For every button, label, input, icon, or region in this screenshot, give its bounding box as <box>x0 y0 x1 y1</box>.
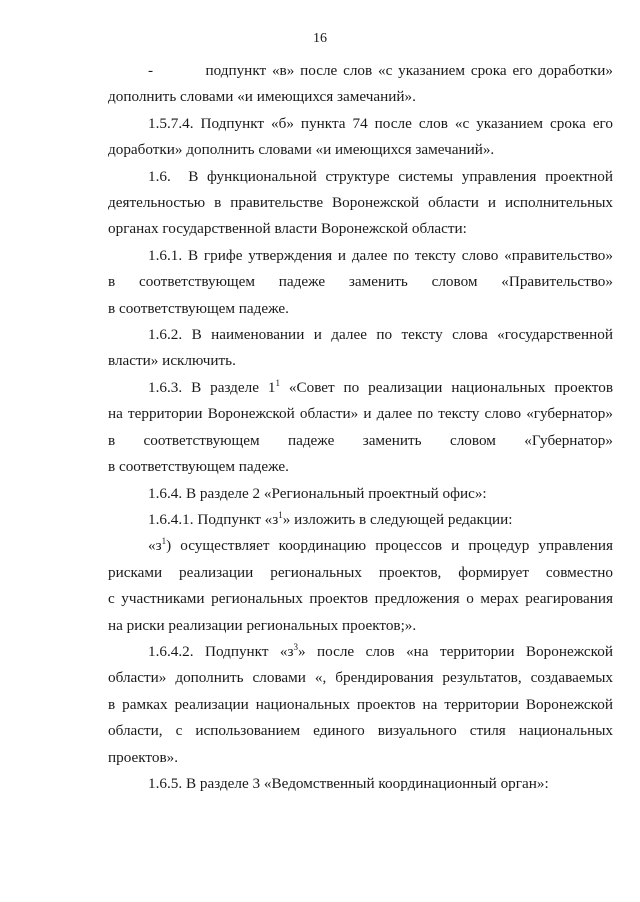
paragraph-p5 <box>108 322 613 375</box>
text-line <box>108 533 613 559</box>
text-segment: на риски реализации региональных проектов;». <box>108 616 417 634</box>
text-line: 1.6.2. В наименовании и далее по тексту слова «государственной <box>148 326 613 344</box>
text-segment: в соответствующем падеже заменить словом «Губернатор» <box>108 431 613 449</box>
text-segment: «з <box>148 537 162 555</box>
text-segment: » после слов «на территории Воронежской <box>298 642 613 660</box>
text-line <box>108 507 613 533</box>
text-line <box>108 718 613 744</box>
text-line: доработки» дополнить словами «и имеющихся замечаний». <box>108 141 495 159</box>
text-line <box>108 613 613 639</box>
paragraph-p6 <box>108 375 613 481</box>
text-line: 1.6.4. В разделе 2 «Региональный проектный офис»: <box>148 484 487 502</box>
paragraph-p7 <box>108 481 613 507</box>
text-segment: ) осуществляет координацию процессов и процедур управления <box>166 537 613 555</box>
paragraph-p3 <box>108 164 613 243</box>
text-line <box>108 665 613 691</box>
superscript: 1 <box>275 377 280 388</box>
text-segment: в соответствующем падеже. <box>108 458 289 476</box>
paragraph-p10 <box>108 639 613 771</box>
text-line: дополнить словами «и имеющихся замечаний». <box>108 88 416 106</box>
text-segment: «Совет по реализации национальных проектов <box>279 378 613 396</box>
superscript: 3 <box>293 641 298 652</box>
paragraph-p11 <box>108 771 613 797</box>
document-body <box>108 58 613 797</box>
text-line <box>108 428 613 454</box>
text-segment: на территории Воронежской области» и далее по тексту слово «губернатор» <box>108 405 613 423</box>
text-line: 1.6. В функциональной структуре системы управления проектной <box>148 167 613 185</box>
text-line: 1.6.1. В грифе утверждения и далее по тексту слово «правительство» <box>148 246 613 264</box>
text-segment: 1.6.4.1. Подпункт «з <box>148 510 279 528</box>
text-line <box>108 639 613 665</box>
superscript: 1 <box>161 536 167 547</box>
text-line: в соответствующем падеже. <box>108 299 289 317</box>
text-line <box>108 692 613 718</box>
text-line <box>108 375 613 401</box>
text-line: власти» исключить. <box>108 352 236 370</box>
text-segment: 1.6.4.2. Подпункт «з <box>148 642 294 660</box>
text-line <box>108 560 613 586</box>
text-segment: » изложить в следующей редакции: <box>282 510 513 528</box>
text-line <box>108 745 613 771</box>
text-line <box>108 586 613 612</box>
text-segment: области, с использованием единого визуального стиля национальных <box>108 722 613 740</box>
page-number: 16 <box>313 31 327 46</box>
text-segment: рисками реализации региональных проектов, формирует совместно <box>108 563 613 581</box>
superscript: 1 <box>278 509 283 520</box>
text-line: органах государственной власти Воронежской области: <box>108 220 467 238</box>
paragraph-p4 <box>108 243 613 322</box>
text-segment: с участниками региональных проектов предложения о мерах реагирования <box>108 590 613 608</box>
text-line: - подпункт «в» после слов «с указанием срока его доработки» <box>148 62 613 79</box>
text-segment: в рамках реализации национальных проектов на территории Воронежской <box>108 695 613 713</box>
text-line: 1.6.5. В разделе 3 «Ведомственный координационный орган»: <box>148 774 549 792</box>
text-line: 1.5.7.4. Подпункт «б» пункта 74 после слов «с указанием срока его <box>148 114 613 132</box>
text-segment: 1.6.3. В разделе 1 <box>148 378 276 396</box>
text-line: деятельностью в правительстве Воронежской области и исполнительных <box>108 194 613 212</box>
paragraph-p9 <box>108 533 613 639</box>
text-line <box>108 454 613 480</box>
paragraph-p8 <box>108 507 613 533</box>
text-line: в соответствующем падеже заменить словом «Правительство» <box>108 273 613 291</box>
text-line <box>108 401 613 427</box>
paragraph-p2 <box>108 111 613 164</box>
paragraph-p1 <box>108 58 613 111</box>
text-segment: проектов». <box>108 748 179 766</box>
text-segment: области» дополнить словами «, брендирования результатов, создаваемых <box>108 669 613 687</box>
